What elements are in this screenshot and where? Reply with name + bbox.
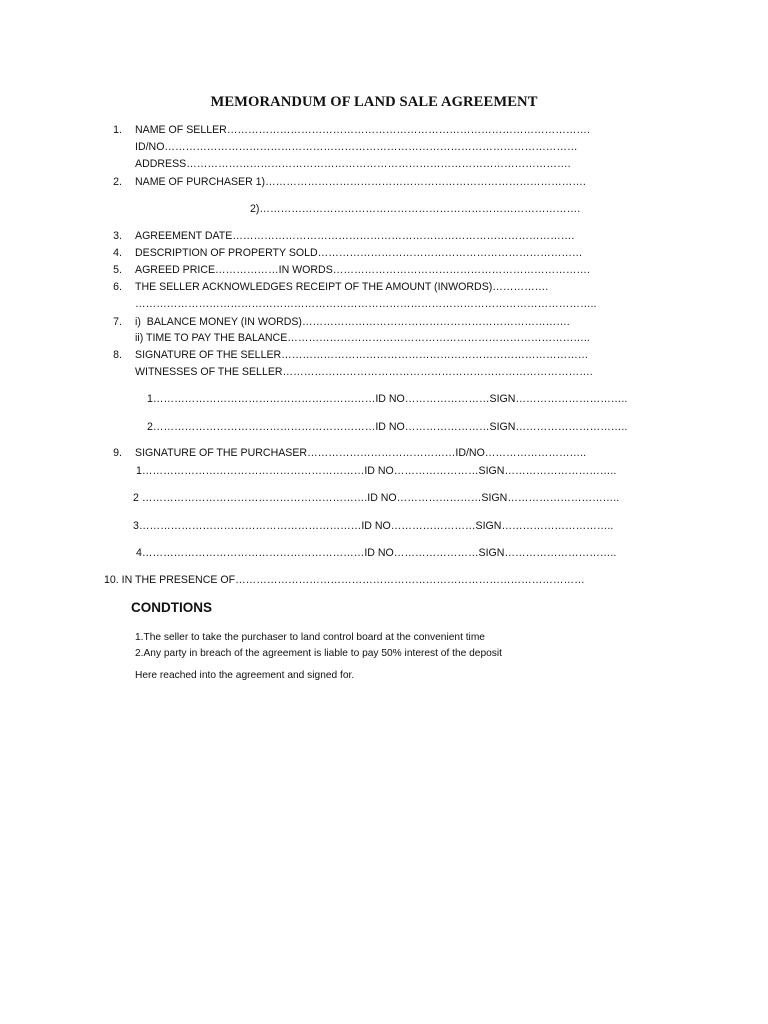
- agreement-date-line: AGREEMENT DATE…………………………………………………………………………………….: [135, 230, 575, 242]
- purchaser-witness-row: 3………………………………………………………ID NO……………………SIGN…………………………..: [133, 520, 614, 532]
- seller-id-line: ID/NO………………………………………………………………………………………………………: [135, 141, 578, 153]
- item-number: 7.: [113, 316, 122, 328]
- item-number: 1.: [113, 124, 122, 136]
- purchaser-name-2-line: 2)……………………………………………………………………………….: [250, 203, 581, 215]
- condition-item: 2.Any party in breach of the agreement is liable to pay 50% interest of the deposit: [135, 648, 502, 659]
- item-number: 5.: [113, 264, 122, 276]
- presence-line: 10. IN THE PRESENCE OF………………………………………………………………………………………: [104, 574, 585, 586]
- seller-witness-row: 2………………………………………………………ID NO……………………SIGN…………………………..: [147, 421, 628, 433]
- purchaser-name-1-line: NAME OF PURCHASER 1)……………………………………………………………………………….: [135, 176, 586, 188]
- purchaser-witness-row: 4………………………………………………………ID NO……………………SIGN…………………………..: [136, 547, 617, 559]
- balance-time-line: ii) TIME TO PAY THE BALANCE…………………………………………………………………………..: [135, 332, 590, 344]
- item-number: 2.: [113, 176, 122, 188]
- item-number: 9.: [113, 447, 122, 459]
- conditions-heading: CONDTIONS: [131, 600, 212, 615]
- condition-item: 1.The seller to take the purchaser to land control board at the convenient time: [135, 632, 485, 643]
- closing-statement: Here reached into the agreement and signed for.: [135, 670, 355, 681]
- receipt-acknowledgement-line: THE SELLER ACKNOWLEDGES RECEIPT OF THE AMOUNT (INWORDS)…………….: [135, 281, 549, 293]
- item-number: 4.: [113, 247, 122, 259]
- purchaser-witness-row: 1………………………………………………………ID NO……………………SIGN…………………………..: [136, 465, 617, 477]
- item-number: 3.: [113, 230, 122, 242]
- seller-witness-row: 1………………………………………………………ID NO……………………SIGN…………………………..: [147, 393, 628, 405]
- item-number: 6.: [113, 281, 122, 293]
- document-title: MEMORANDUM OF LAND SALE AGREEMENT: [210, 94, 538, 110]
- purchaser-witness-row: 2 ……………………………………………………….ID NO……………………SIGN…………………………..: [133, 492, 620, 504]
- seller-signature-line: SIGNATURE OF THE SELLER……………………………………………………………………………: [135, 349, 589, 361]
- seller-witnesses-line: WITNESSES OF THE SELLER…………………………………………………………………………….: [135, 366, 593, 378]
- seller-name-line: NAME OF SELLER………………………………………………………………………………………….: [135, 124, 590, 136]
- property-description-line: DESCRIPTION OF PROPERTY SOLD…………………………………………………………………: [135, 247, 583, 259]
- agreed-price-line: AGREED PRICE………………IN WORDS……………………………………………………………….: [135, 264, 590, 276]
- balance-money-line: i) BALANCE MONEY (IN WORDS)………………………………………………………………….: [135, 316, 570, 328]
- seller-address-line: ADDRESS……………………………………………………………………………………………….: [135, 158, 571, 170]
- item-number: 8.: [113, 349, 122, 361]
- receipt-acknowledgement-continuation: …………………………………………………………………………………………………………………..: [135, 298, 597, 310]
- purchaser-signature-line: SIGNATURE OF THE PURCHASER……………………………………ID/NO………………………..: [135, 447, 587, 459]
